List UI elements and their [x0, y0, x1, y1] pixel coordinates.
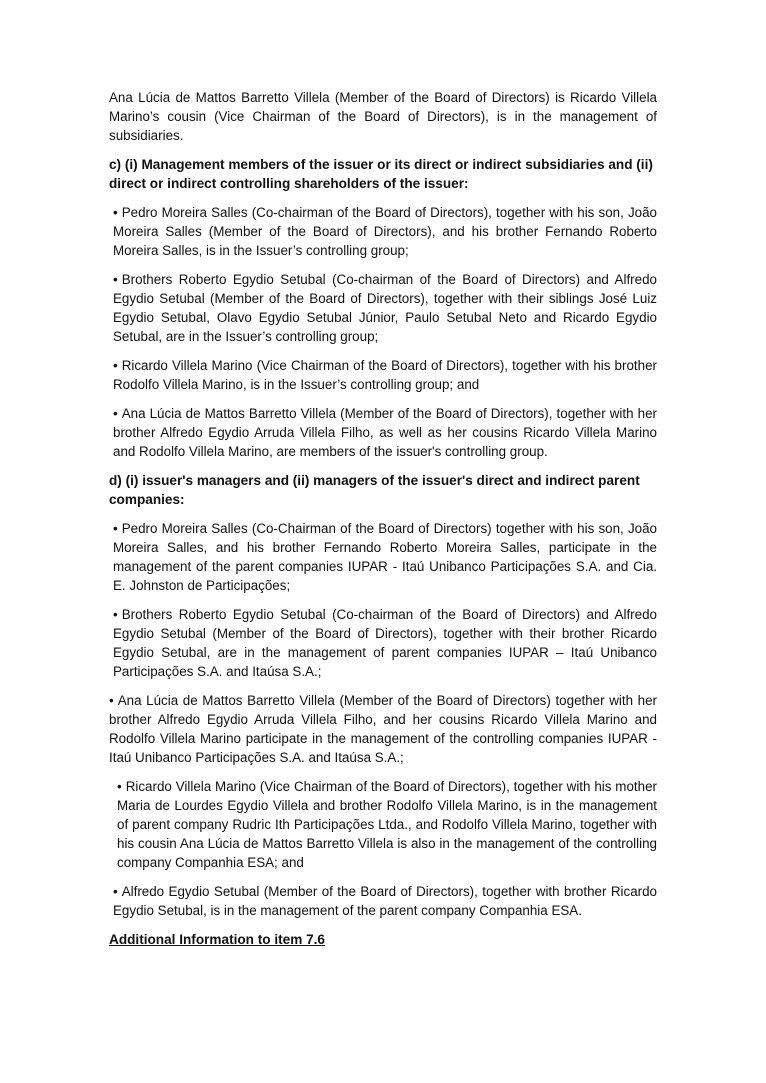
intro-paragraph: Ana Lúcia de Mattos Barretto Villela (Member of the Board of Directors) is Ricardo Villela Marino’s cousin (Vice Chairman of the Board of Directors), is in the management of subsidiaries. [109, 90, 657, 143]
bullet-text: Ricardo Villela Marino (Vice Chairman of the Board of Directors), together with his mother Maria de Lourdes Egydio Villela and brother Rodolfo Villela Marino, is in the management of parent company Rudric Ith Participações Ltda., and Rodolfo Villela Marino, together with his cousin Ana Lúcia de Mattos Barretto Villela is also in the management of the controlling company Companhia ESA; and [117, 779, 657, 870]
section-c-bullet [109, 356, 657, 394]
bullet-marker: • [113, 358, 118, 373]
bullet-text: Pedro Moreira Salles (Co-Chairman of the Board of Directors) together with his son, João Moreira Salles, and his brother Fernando Roberto Moreira Salles, participate in the management of the parent companies IUPAR - Itaú Unibanco Participações S.A. and Cia. E. Johnston de Participações; [113, 521, 657, 593]
section-d-bullet [109, 882, 657, 920]
bullet-marker: • [113, 406, 118, 421]
section-c-bullet [109, 270, 657, 346]
section-c [109, 155, 657, 461]
bullet-marker: • [113, 884, 118, 899]
section-d-heading: d) (i) issuer's managers and (ii) managers of the issuer's direct and indirect parent companies: [109, 473, 640, 507]
section-c-bullet [109, 404, 657, 461]
section-d [109, 471, 657, 920]
bullet-marker: • [113, 272, 118, 287]
section-d-bullet [109, 605, 657, 681]
bullet-marker: • [113, 521, 118, 536]
bullet-text: Ana Lúcia de Mattos Barretto Villela (Member of the Board of Directors) together with her brother Alfredo Egydio Arruda Villela Filho, and her cousins Ricardo Villela Marino and Rodolfo Villela Marino participate in the management of the controlling companies IUPAR - Itaú Unibanco Participações S.A. and Itaúsa S.A.; [109, 693, 657, 765]
bullet-marker: • [117, 779, 122, 794]
bullet-marker: • [113, 205, 118, 220]
section-c-heading: c) (i) Management members of the issuer or its direct or indirect subsidiaries and (ii) direct or indirect controlling shareholders of the issuer: [109, 157, 653, 191]
bullet-text: Brothers Roberto Egydio Setubal (Co-chairman of the Board of Directors) and Alfredo Egydio Setubal (Member of the Board of Directors), together with their brother Ricardo Egydio Setubal, are in the management of parent companies IUPAR – Itaú Unibanco Participações S.A. and Itaúsa S.A.; [113, 607, 657, 679]
bullet-text: Ana Lúcia de Mattos Barretto Villela (Member of the Board of Directors), together with her brother Alfredo Egydio Arruda Villela Filho, as well as her cousins Ricardo Villela Marino and Rodolfo Villela Marino, are members of the issuer's controlling group. [113, 406, 657, 459]
bullet-text: Alfredo Egydio Setubal (Member of the Board of Directors), together with brother Ricardo Egydio Setubal, is in the management of the parent company Companhia ESA. [113, 884, 657, 918]
bullet-text: Brothers Roberto Egydio Setubal (Co-chairman of the Board of Directors) and Alfredo Egydio Setubal (Member of the Board of Directors), together with their siblings José Luiz Egydio Setubal, Olavo Egydio Setubal Júnior, Paulo Setubal Neto and Ricardo Egydio Setubal, are in the Issuer’s controlling group; [113, 272, 657, 344]
bullet-text: Pedro Moreira Salles (Co-chairman of the Board of Directors), together with his son, João Moreira Salles (Member of the Board of Directors), and his brother Fernando Roberto Moreira Salles, is in the Issuer’s controlling group; [113, 205, 657, 258]
document-page [109, 88, 657, 949]
bullet-text: Ricardo Villela Marino (Vice Chairman of the Board of Directors), together with his brother Rodolfo Villela Marino, is in the Issuer’s controlling group; and [113, 358, 657, 392]
section-d-bullet [109, 777, 657, 872]
bullet-marker: • [113, 607, 118, 622]
additional-info-heading: Additional Information to item 7.6 [109, 932, 325, 947]
section-d-bullet [109, 691, 657, 767]
bullet-marker: • [109, 693, 114, 708]
section-c-bullet [109, 203, 657, 260]
section-d-bullet [109, 519, 657, 595]
